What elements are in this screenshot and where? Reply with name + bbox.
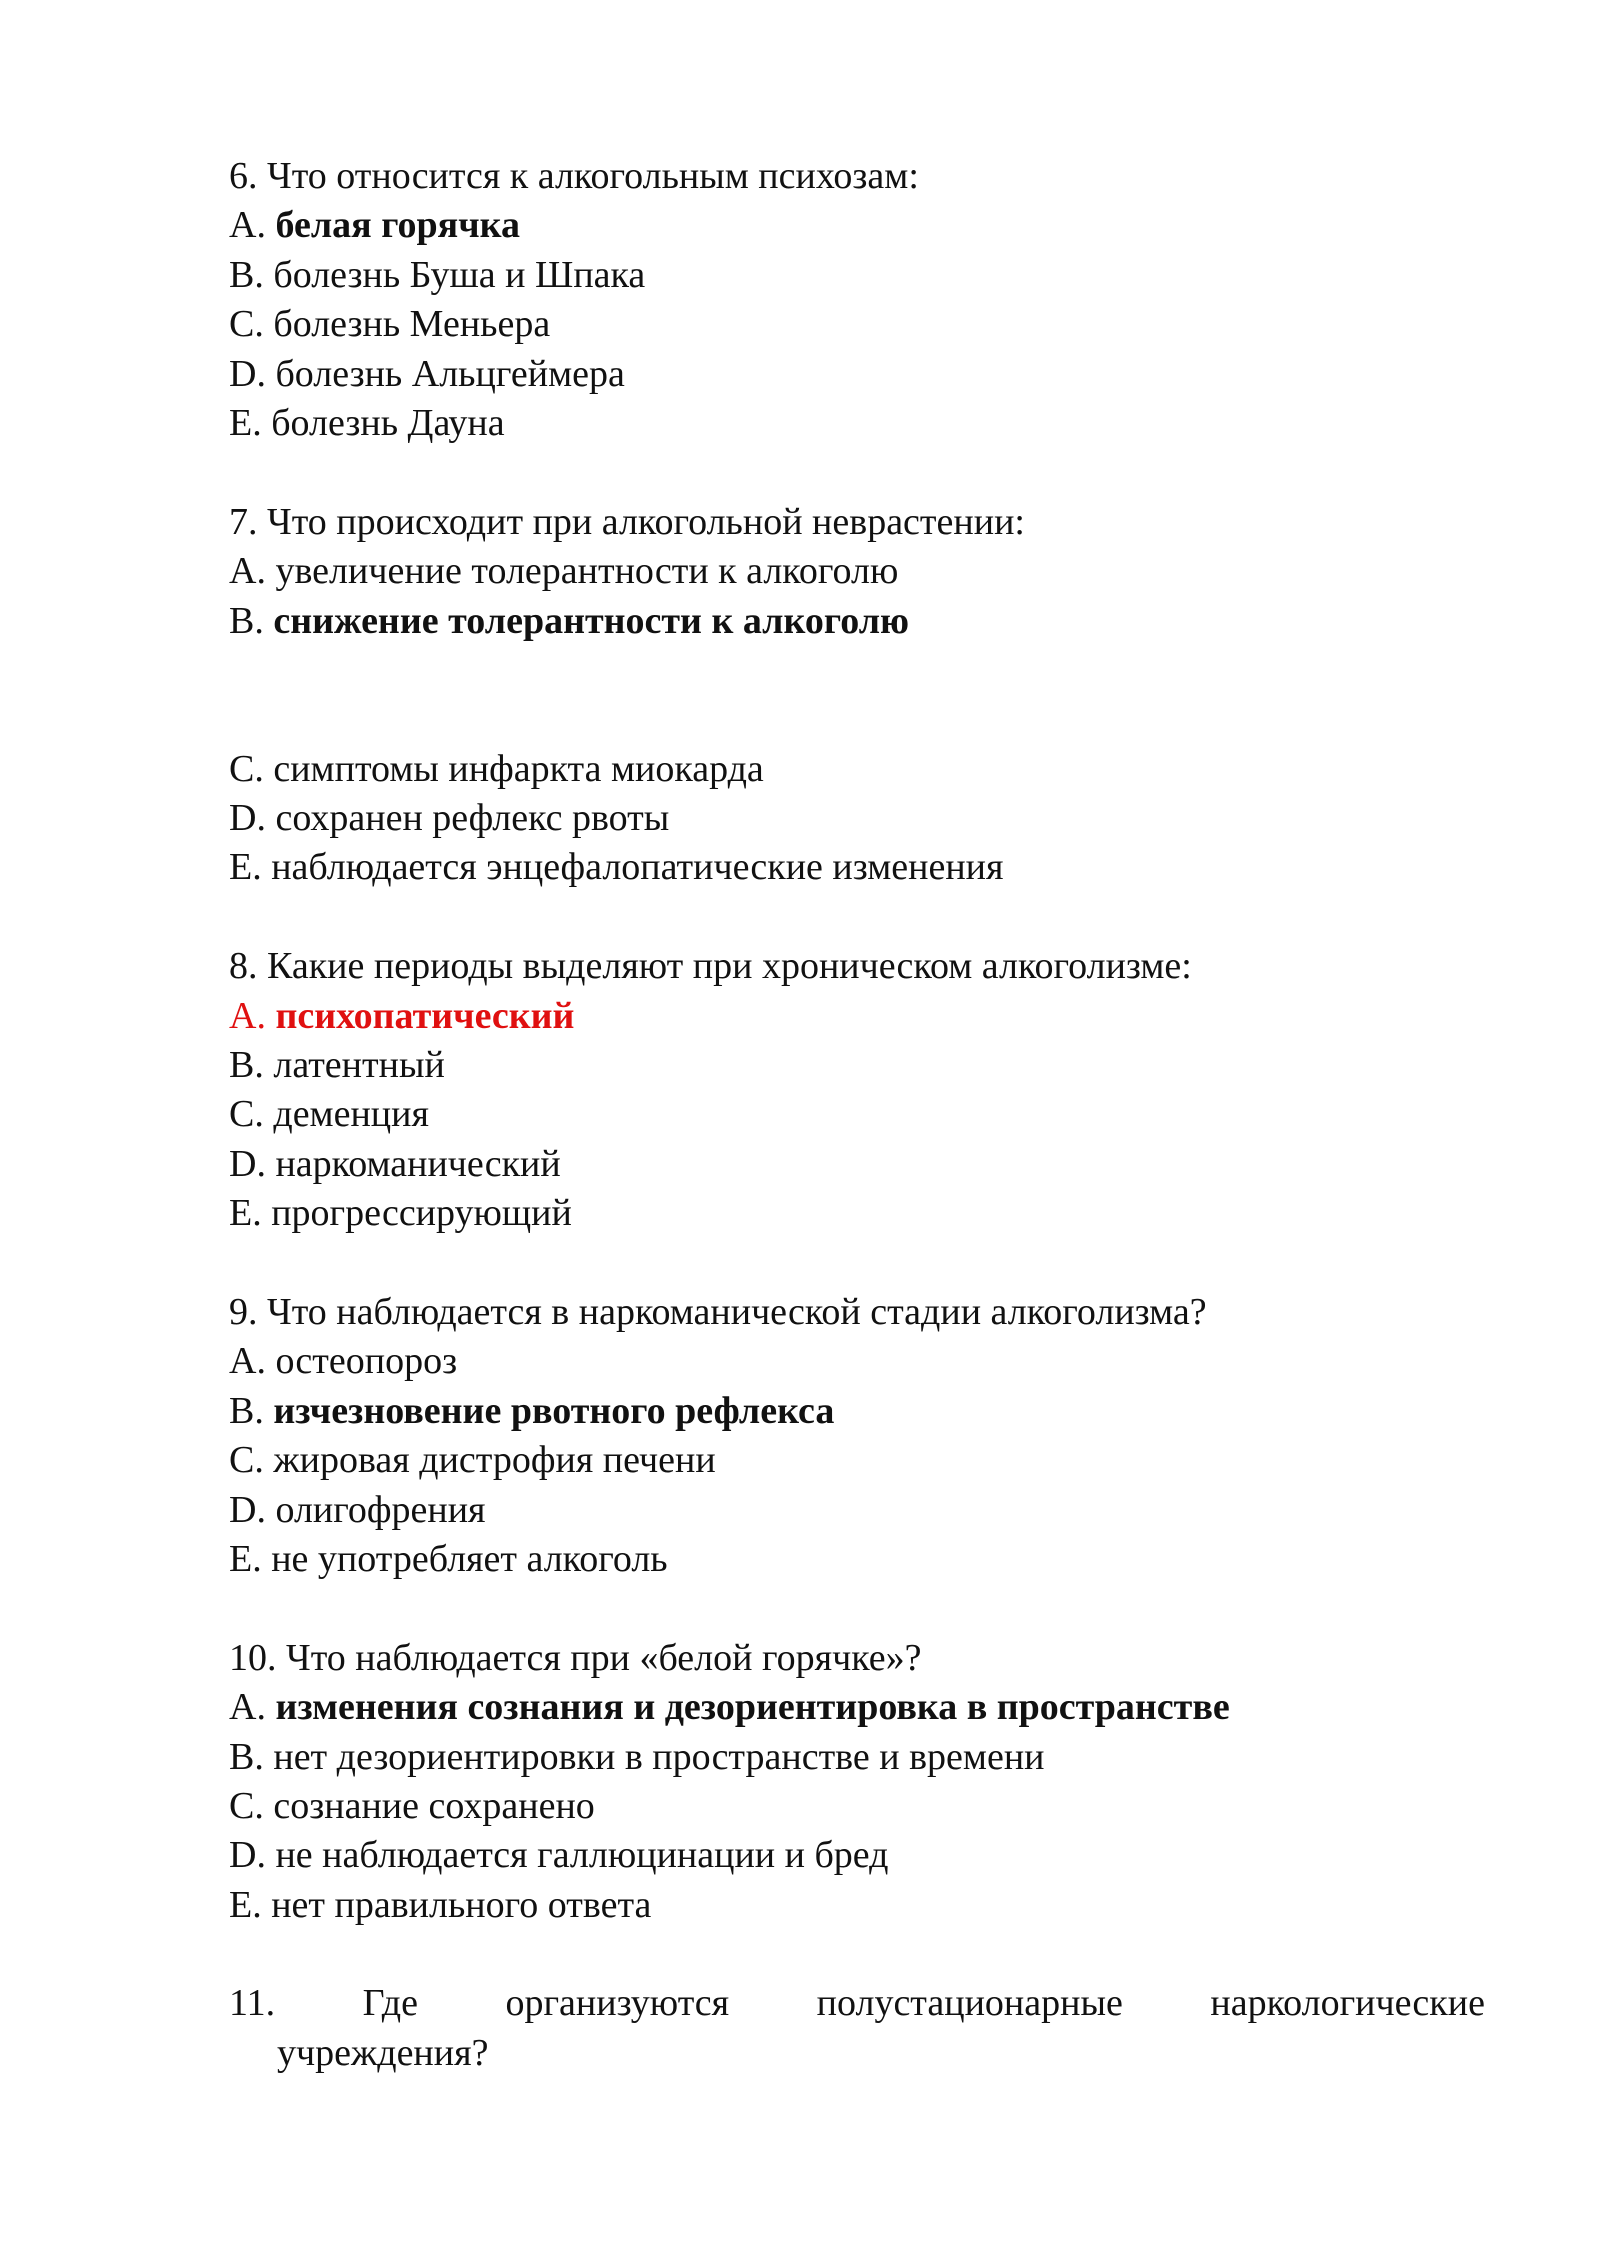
option-letter: C. <box>229 1093 264 1136</box>
q10-option-c <box>229 1782 1485 1831</box>
q8-option-c <box>229 1090 1485 1139</box>
q7-option-d <box>229 794 1485 843</box>
option-letter: C. <box>229 747 264 790</box>
option-text-correct: изменения сознания и дезориентировка в пространстве <box>275 1686 1230 1729</box>
q9-option-e <box>229 1535 1485 1584</box>
option-letter: C. <box>229 1439 264 1482</box>
option-text: деменция <box>273 1093 429 1136</box>
option-text: прогрессирующий <box>271 1192 572 1235</box>
q7-option-c <box>229 745 1485 794</box>
option-text: остеопороз <box>275 1340 458 1383</box>
q7-option-b <box>229 597 1485 646</box>
q9-option-b <box>229 1387 1485 1436</box>
option-letter: B. <box>229 1044 264 1087</box>
q11-word: полустационарные <box>816 1982 1123 2025</box>
q11-word: наркологические <box>1210 1982 1485 2025</box>
option-letter: E. <box>229 846 262 889</box>
q11-word: Где <box>362 1982 418 2025</box>
q10-option-d <box>229 1831 1485 1880</box>
question-9: 9. Что наблюдается в наркоманической стадии алкоголизма? <box>229 1291 1207 1333</box>
option-text: жировая дистрофия печени <box>273 1439 716 1482</box>
option-text: нет дезориентировки в пространстве и времени <box>273 1735 1045 1778</box>
option-text: болезнь Меньера <box>273 303 551 346</box>
q11-word: 11. <box>229 1982 276 2025</box>
question-7: 7. Что происходит при алкогольной неврастении: <box>229 500 1025 543</box>
option-letter: E. <box>229 1192 262 1235</box>
option-letter: D. <box>229 1142 266 1185</box>
question-10: 10. Что наблюдается при «белой горячке»? <box>229 1636 922 1679</box>
q8-option-d <box>229 1140 1485 1189</box>
option-text: увеличение толерантности к алкоголю <box>275 550 899 593</box>
spacer <box>229 448 1485 497</box>
option-letter: A. <box>229 994 266 1037</box>
spacer <box>229 646 1485 745</box>
question-11 <box>229 1979 1485 2028</box>
option-letter: E. <box>229 1883 262 1926</box>
option-text-correct: снижение толерантности к алкоголю <box>273 599 910 642</box>
option-letter: B. <box>229 253 264 296</box>
option-letter: B. <box>229 599 264 642</box>
option-letter: C. <box>229 1784 264 1827</box>
q9-option-d <box>229 1486 1485 1535</box>
option-letter: D. <box>229 352 266 395</box>
option-text: не наблюдается галлюцинации и бред <box>275 1834 889 1877</box>
option-text: олигофрения <box>275 1488 486 1531</box>
q8-option-b <box>229 1041 1485 1090</box>
option-text-correct: изчезновение рвотного рефлекса <box>273 1389 835 1432</box>
option-letter: D. <box>229 797 266 840</box>
option-text: латентный <box>273 1044 445 1087</box>
option-text: наркоманический <box>275 1142 561 1185</box>
option-text-correct: психопатический <box>275 994 575 1037</box>
q8-option-a <box>229 992 1485 1041</box>
option-letter: E. <box>229 1537 262 1580</box>
q6-option-a <box>229 201 1485 250</box>
q10-option-b <box>229 1733 1485 1782</box>
q7-option-a <box>229 547 1485 596</box>
q6-option-b <box>229 251 1485 300</box>
q10-option-a <box>229 1683 1485 1732</box>
option-letter: B. <box>229 1735 264 1778</box>
document-page <box>229 152 1485 2078</box>
option-text: болезнь Дауна <box>271 401 505 444</box>
q10-option-e <box>229 1881 1485 1930</box>
spacer <box>229 1584 1485 1633</box>
question-8: 8. Какие периоды выделяют при хроническом алкоголизме: <box>229 945 1192 988</box>
option-letter: A. <box>229 550 266 593</box>
q8-option-e <box>229 1189 1485 1238</box>
option-text: не употребляет алкоголь <box>271 1537 668 1580</box>
q9-option-a <box>229 1337 1485 1386</box>
option-text: симптомы инфаркта миокарда <box>273 747 764 790</box>
option-text: сохранен рефлекс рвоты <box>275 797 670 840</box>
option-letter: A. <box>229 1686 266 1729</box>
q6-option-e <box>229 399 1485 448</box>
option-letter: D. <box>229 1834 266 1877</box>
option-letter: C. <box>229 303 264 346</box>
question-6: 6. Что относится к алкогольным психозам: <box>229 155 919 197</box>
q9-option-c <box>229 1436 1485 1485</box>
option-text: болезнь Альцгеймера <box>275 352 625 395</box>
option-text: сознание сохранено <box>273 1784 595 1827</box>
option-text: болезнь Буша и Шпака <box>273 253 646 296</box>
option-text: наблюдается энцефалопатические изменения <box>271 846 1004 889</box>
q7-option-e <box>229 843 1485 892</box>
option-text: нет правильного ответа <box>271 1883 652 1926</box>
spacer <box>229 893 1485 942</box>
option-letter: B. <box>229 1389 264 1432</box>
q11-word: организуются <box>505 1982 730 2025</box>
option-letter: A. <box>229 1340 266 1383</box>
spacer <box>229 1930 1485 1979</box>
q6-option-d <box>229 350 1485 399</box>
q6-option-c <box>229 300 1485 349</box>
option-letter: E. <box>229 401 262 444</box>
question-11-continuation: учреждения? <box>277 2031 489 2074</box>
spacer <box>229 1239 1485 1288</box>
option-letter: D. <box>229 1488 266 1531</box>
option-text-correct: белая горячка <box>275 204 520 247</box>
option-letter: A. <box>229 204 266 247</box>
